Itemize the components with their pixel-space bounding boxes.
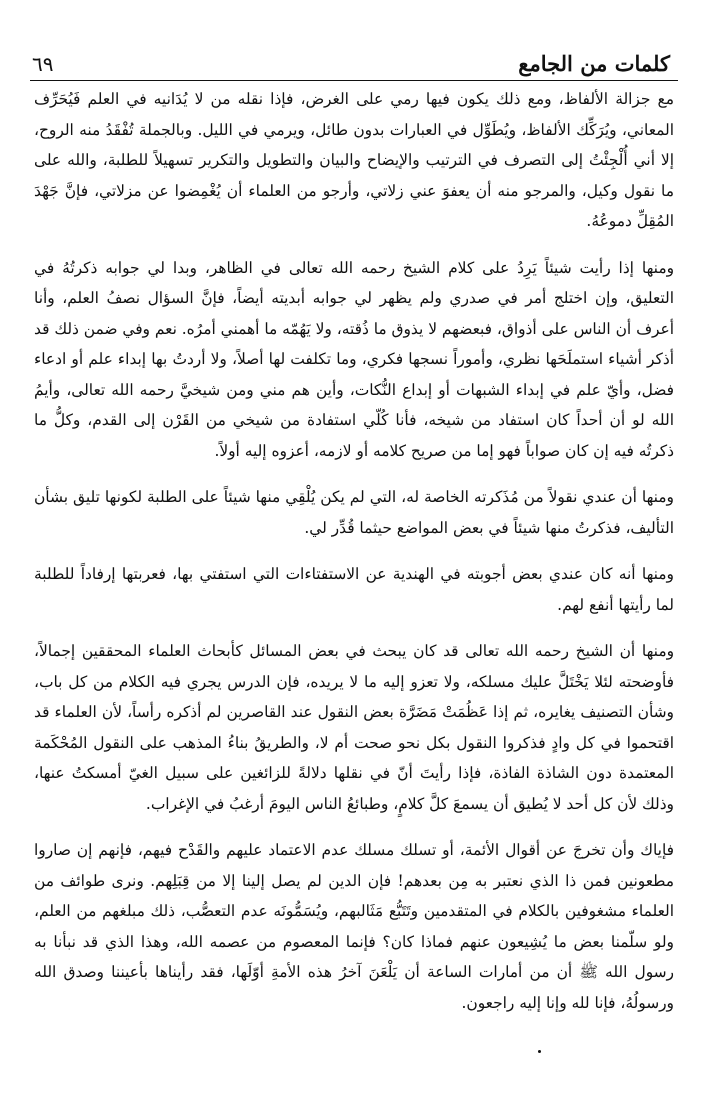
- paragraph-6: فإياك وأن تخرجَ عن أقوال الأئمة، أو تسلك مسلك عدم الاعتماد عليهم والقَدْح فيهم، فإنهم إن صاروا مطعونين فمن ذا الذي نعتبر به مِن بعدهم! فإن الدين لم يصل إلينا إلا من قِبَلِهم. ونرى طوائف من العلماء مشغوفين بالكلام في المتقدمين وتَتَبُّع مَثَالبهم، ويُسَمُّونَه عدم التعصُّب، ذلك مبلغهم من العلم، ولو سلّمنا بعض ما يُشِيعون عنهم فماذا كان؟ فإنما المعصوم من عصمه الله، وهذا الذي قد نبأنا به رسول الله ﷺ أن من أمارات الساعة أن يَلْعَنَ آخرُ هذه الأمةِ أوّلَها، فقد رأيناها بأعيننا وصدق الله ورسولُهُ، فإنا لله وإنا إليه راجعون.: [34, 841, 674, 1012]
- paragraph-3: ومنها أن عندي نقولاً من مُذَكرته الخاصة له، التي لم يكن يُلْقِي منها شيئاً على الطلبة لكونها تليق بشأن التأليف، فذكرتُ منها شيئاً في بعض المواضع حيثما قُدِّر لي.: [34, 488, 674, 537]
- body-text: [34, 84, 674, 1018]
- end-dot-mark: [538, 1050, 541, 1053]
- paragraph-1: مع جزالة الألفاظ، ومع ذلك يكون فيها رمي على الغرض، فإذا نقله من لا يُدَانيه في العلم فَيُحَرِّف المعاني، ويُرَكِّك الألفاظ، ويُطَوِّل في العبارات بدون طائل، ويرمي في الليل. وبالجملة تُفْقَدُ منه الروح، إلا أني أُلْجِئْتُ إلى التصرف في الترتيب والإيضاح والبيان والتطويل والتكرير تسهيلاً للطلبة، والله على ما نقول وكيل، والمرجو منه أن يعفوَ عني زلاتي، وأرجو من العلماء أن يُغْمِضوا عن مزلاتي، فإنَّ جَهْدَ المُقِلِّ دموعُهُ.: [34, 90, 674, 230]
- paragraph-4: ومنها أنه كان عندي بعض أجوبته في الهندية عن الاستفتاءات التي استفتي بها، فعربتها إرفاداً للطلبة لما رأيتها أنفع لهم.: [34, 565, 674, 614]
- page-header: [30, 48, 678, 81]
- page-number: ٦٩: [32, 52, 54, 76]
- paragraph-5: ومنها أن الشيخ رحمه الله تعالى قد كان يبحث في بعض المسائل كأبحاث العلماء المحققين إجمالاً، فأوضحته لئلا يَخْتَلَّ عليك مسلكه، ولا تعزو إليه ما لا يريده، فإن الدرس يجري فيه الكلام من كل باب، وشأن التصنيف يغايره، ثم إذا عَظُمَتْ مَضَرَّة بعض النقول عند القاصرين لم أذكره رأساً، لأن العلماء قد اقتحموا في كل وادٍ فذكروا النقول بكل نحو صحت أم لا، والطريقُ بناءُ المذهب على النقول المُحْكَمة المعتمدة دون الشاذة الفاذة، فإذا رأيتَ أنّ في نقلها دلالةً للزائغين على سبيل الغيّ أمسكتُ عنها، وذلك لأن كل أحد لا يُطيق أن يسمعَ كلَّ كلامٍ، وطبائعُ الناس اليومَ أرغبُ في الإغراب.: [34, 642, 675, 813]
- running-title: كلمات من الجامع: [518, 51, 670, 76]
- paragraph-2: ومنها إذا رأيت شيئاً يَرِدُ على كلام الشيخ رحمه الله تعالى في الظاهر، وبدا لي جوابه ذكرتُهُ في التعليق، وإن اختلج أمر في صدري ولم يظهر لي جوابه أبديته أيضاً، فإنَّ السؤال نصفُ العلم، وأنا أعرف أن الناس على أذواق، فبعضهم لا يذوق ما ذُقته، ولا يَهُمّه ما أهمني أمرُه. نعم وفي ضمن ذلك قد أذكر أشياء استملَحَها نظري، وأموراً نسجها فكري، وما تكلفت لها أصلاً، ولا أردتُ بها إبداء علم أو ادعاء فضل، وأيّ علم في إبداء الشبهات أو إبداع النُّكات، وأين هم مني ومن شيخيَّ رحمه الله تعالى، وأيمُ الله لو أن أحداً كان استفاد من شيخه، فأنا كُلّي استفادة من شيخي من القَرْن إلى القدم، وكلُّ ما ذكرتُه فيه إن كان صواباً فهو إما من صريح كلامه أو لازمه، أعزوه إليه أولاً.: [34, 258, 674, 460]
